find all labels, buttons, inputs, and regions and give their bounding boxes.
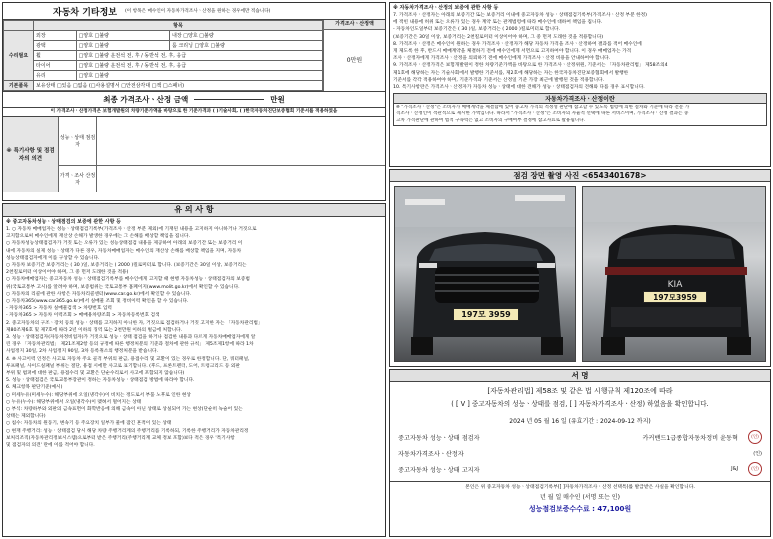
notice-line: 4. ※ 사고이력 인정은 사고로 자동차 주요 골격 부위의 판금, 용접수리 및 교환이 있는 경우로 한정합니다. 단, 쿼터패널,: [6, 356, 250, 362]
rear-photo[interactable]: [582, 186, 766, 362]
notice-section-head: ※ 중고자동차성능ㆍ상태점검의 보증에 관한 사항 등: [6, 219, 121, 225]
notice-lines: [3, 226, 385, 449]
notice-line: 2천킬로미터 이상이어야 하며, 그 중 먼저 도래한 것을 적용): [6, 270, 129, 276]
rear-plate: 197모3959: [643, 291, 707, 303]
notice-line: 린 경우 「자동차관리법」 제21조제2항 등의 규정에 따른 행정처분의 기준과 절차에 관한 규칙」 제5조제1항에 따라 1차: [6, 342, 254, 348]
item-glass-opt[interactable]: □양호 □불량: [76, 71, 322, 81]
price-line: 7. 가격조사ㆍ산정자는 아래의 보증기간 또는 보증거리 이내에 중고자동차 성능ㆍ상태점검기록부(가격조사ㆍ산정 부분 한정): [393, 13, 647, 18]
final-price-label: 최종 가격조사ㆍ산정 금액: [103, 95, 189, 104]
table-header: 항목: [34, 21, 323, 31]
sig-label: 자동차가격조사ㆍ산정자: [398, 450, 464, 458]
notice-line: ○ 자동차 보증기간 보증거리는 ( 30 )일, 보증거리는 ( 2000 )킬로미터로 합니다. (보증기간은 30일 이상, 보증거리는: [6, 263, 247, 269]
date-line: 2024 년 05 월 16 일 (유효기간 : 2024-09-12 까지): [509, 418, 651, 425]
item-exterior: 외장: [34, 31, 77, 41]
notice-line: 6. 체크항목 판단기준(예시): [6, 385, 63, 391]
photo-title: 점검 장면 촬영 사진 <6543401678>: [390, 170, 770, 182]
price-section-head: ※ 자동차가격조사ㆍ산정의 보증에 관한 사항 등: [393, 5, 499, 11]
notice-line: ○ 부식: 차량하부와 외판의 금속표면이 화학반응에 의해 금속이 아닌 상태로 상실되어 가는 현상(단순히 녹슬어 있는: [6, 407, 243, 413]
standard-note: 이 가격조사ㆍ산정가격은 보험개발원의 차량기준가액을 바탕으로 한 기준가격과 ( )기술사회, ( )한국자동차진단보증협회 기준서를 적용하였음: [3, 107, 385, 116]
stamp-icon: (인): [748, 462, 762, 476]
notice-line: - 자동차365 > 자동차 실매물검색 > 차량번호 입력: [6, 306, 112, 312]
notice-line: ○ 자동차성능상태점검자가 거짓 또는 오류가 있는 성능상태점검 내용을 제공하여 아래의 보증기간 또는 보증거리 이: [6, 241, 243, 247]
item-tire: 타이어: [34, 61, 77, 71]
opinion-title: 자동차가격조사ㆍ산정이란: [394, 94, 766, 104]
opinion-line: ※ "가격조사ㆍ산정"은 소비자가 매매계약을 체결함에 있어 중고차 가격의 적정성 판단에 참고할 수 있도록 법령에 의한 절차와 기준에 따라 전문 가: [396, 105, 690, 111]
notice-title: 유 의 사 항: [3, 204, 385, 217]
front-plate: 197모 3959: [453, 308, 519, 321]
price-line: - 자동차인도일부터 보증기간은 ( 30 )일, 보증거리는 ( 2000 )킬로미터로 합니다.: [393, 27, 561, 33]
performance-opinion[interactable]: [97, 117, 385, 165]
signature-panel: [389, 369, 771, 537]
price-value: 0만원: [346, 57, 363, 64]
sig-name: J&J: [731, 466, 738, 472]
price-line: (보증기간은 30일 이상, 보증거리는 2천킬로미터 이상이어야 하며, 그 중 먼저 도래한 것을 적용합니다): [393, 34, 604, 40]
price-header: 가격조사ㆍ산정액: [324, 20, 385, 30]
car-extra-info-panel: [2, 2, 386, 201]
price-line: 10. 특기사항란은 가격조사ㆍ산정자가 자동차 성능ㆍ상태에 대한 견해가 성능ㆍ상태점검자의 견해와 다를 경우 표시합니다.: [393, 85, 645, 91]
price-line: 기준서를 각각 적용하여야 하며, 기준가격과 기준서는 산정일 기준 가장 최근에 발행된 것을 적용합니다.: [393, 77, 605, 83]
opinion-lines: [394, 104, 766, 125]
notice-line: 루프패널, 사이드실패널 부위는 절단, 용접 시에만 사고로 표기합니다. (후드, 프론트펜더, 도어, 트렁크리드 등 외판: [6, 363, 240, 369]
price-surveyor-opinion[interactable]: [97, 166, 385, 192]
extra-info-title: 자동차 기타정보: [53, 8, 117, 18]
item-exterior-opt[interactable]: □양호 □불량: [76, 31, 169, 41]
notice-line: 부위 및 범퍼에 대한 판금, 용접수리 및 교환은 단순수리로서 사고에 포함되지 않습니다): [6, 371, 185, 377]
notice-line: 제80조제6호 및 제7호에 따라 2년 이하의 징역 또는 2천만원 이하의 벌금에 처합니다.: [6, 327, 183, 333]
item-wheel-opt[interactable]: □양호 □불량 운전석 전, 후 / 동반석 전, 후, 응급: [76, 51, 322, 61]
price-line: 조사ㆍ산정자에게 가격조사ㆍ산정을 의뢰하기 전에 매수인에게 가격조사ㆍ산정 비용을 안내하여야 합니다.: [393, 56, 611, 62]
price-line: 9. 가격조사ㆍ산정가격은 보험개발원이 정한 차량기준가액을 바탕으로 한 가격조사ㆍ산정위원, 기준서는 「자동차관리법」 제58조의4: [393, 63, 668, 69]
price-line: 제1호에 해당하는 자는 기술사회에서 발행한 기준서를, 제2호에 해당하는 자는 한국자동차진단보증협회에서 발행한: [393, 70, 629, 76]
final-price-unit: 만원: [270, 95, 285, 104]
receipt-line: 본인은 위 중고자동차 성능ㆍ상태점검기록부([ ]자동차가격조사ㆍ산정 선택특)를 발급받은 사실을 확인합니다.: [390, 481, 770, 490]
buyer-line[interactable]: 년 월 일 매수인 (서명 또는 인): [540, 494, 620, 501]
notice-line: 상태는 제외합니다): [6, 414, 46, 420]
photo-panel: [389, 169, 771, 367]
item-glass: 유리: [34, 71, 77, 81]
notice-line: 및 점검자의 의견' 란에 이를 적어야 합니다.: [6, 443, 95, 449]
item-room-cleaning: 룸 크리닝 □양호 □불량: [170, 41, 323, 51]
notice-line: 고지함으로써 매수인에게 재산상 손해가 발생한 경우에는 그 손해를 배상할 책임을 집니다.: [6, 234, 190, 240]
sig-label: 중고자동차 성능ㆍ상태 점검자: [398, 434, 480, 442]
extra-info-note: (이 항목은 매수인이 자동차가격조사ㆍ산정을 원하는 경우에만 적습니다): [125, 8, 271, 14]
notice-line: 3. 성능ㆍ상태점검자(자동차정비업자)가 거짓으로 성능ㆍ상태 점검을 하거나 점검한 내용과 다르게 자동차매매업자에게 알: [6, 335, 256, 341]
law-line-1: [자동차관리법] 제58조 및 같은 법 시행규칙 제120조에 따라: [487, 387, 673, 395]
notice-line: 위(국토교통부 고시)를 알려야 하며, 보증범위는 국토교통부 홈페이지(www.molit.go.kr)에서 확인할 수 있습니다.: [6, 284, 240, 290]
notice-line: ○ 자동차매매업자는 중고자동차 성능ㆍ상태점검기록부를 매수인에게 고지할 때 현행 자동차성능ㆍ상태점검자의 보증범: [6, 277, 250, 283]
sig-name: 카커밴드1급종합자동차정비 윤동혁: [642, 434, 738, 442]
item-interior: 내장 □양호 □불량: [170, 31, 323, 41]
front-car-image: [395, 187, 576, 362]
price-lines: [390, 12, 770, 91]
notice-line: ○ 자동차365(www.car365.go.kr)에서 실매물 조회 및 정비이력 확인을 할 수 있습니다.: [6, 299, 189, 305]
notice-panel: [2, 203, 386, 537]
price-guarantee-panel: [389, 2, 771, 167]
opinion-line: 격조사ㆍ산정인이 객관적으로 제시한 가액입니다. 따라서 "가격조사ㆍ산정"은 소비자의 자율적 선택에 따른 서비스이며, 가격조사ㆍ산정 결과는 중: [396, 111, 689, 117]
price-line: 8. 가격조사ㆍ산정은 매수인이 원하는 경우 가격조사ㆍ산정자가 해당 자동차 가격을 조사ㆍ산정하여 결과를 적어 매수인에: [393, 41, 642, 47]
notice-line: 2. 중고자동차의 구조ㆍ장치 등의 성능ㆍ상태를 고지하지 아니한 자, 거짓으로 점검하거나 거짓 고지한 자는 「자동차관리법」: [6, 320, 263, 326]
notice-line: ○ 미세누유(미세누수): 해당부위에 오일(냉각수)이 비치는 정도로서 부품 노후로 인한 현상: [6, 392, 191, 398]
basic-items[interactable]: 보유상태 □있음 □없음 (□사용설명서 □안전삼각대 □잭 □스패너): [34, 81, 323, 91]
notice-line: ○ 자동차의 리콜에 관한 사항은 자동차리콜센터(www.car.go.kr)에서 확인할 수 있습니다.: [6, 291, 192, 297]
law-line-2: ( [ V ] 중고자동차의 성능ㆍ상태를 점검, [ ] 자동차가격조사ㆍ산정) 하였음을 확인합니다.: [451, 400, 709, 408]
rear-car-image: [583, 187, 766, 362]
notice-line: 1. ○ 자동차 매매업자는 성능ㆍ상태점검기록부(가격조사ㆍ산정 부분 제외)에 기재된 내용을 고지하지 아니하거나 거짓으로: [6, 227, 257, 232]
col-label-empty: [4, 21, 34, 31]
row-label-basic: 기본품목: [4, 81, 34, 91]
notice-line: ○ 침수: 자동차의 원동기, 변속기 등 주요장치 일부가 물에 잠긴 흔적이 있는 상태: [6, 421, 172, 427]
price-surveyor-label: 가격ㆍ조사 산정자: [59, 166, 97, 192]
sig-label: 중고자동차 성능ㆍ상태 고지자: [398, 466, 480, 474]
opinion-line: 고차 가격판단에 관하여 법적 구속력은 없고 소비자의 구매여부 결정에 참고자료로 활용됩니다.: [396, 117, 586, 123]
fee-line: 성능점검보증수수료 : 47,100원: [528, 505, 632, 513]
sign-title: 서 명: [390, 370, 770, 382]
special-label: ※ 특기사항 및 점검자의 의견: [3, 117, 59, 192]
notice-line: - 자동차365 > 자동차 이력조회 > 매매용차량조회 > 자동차등록번호 검색: [6, 313, 160, 319]
sig-row-surveyor[interactable]: [390, 445, 770, 461]
stamp-icon: (인): [748, 430, 762, 444]
notice-line: 성능상태점검자에게 이를 구상할 수 있습니다.: [6, 255, 100, 261]
stamp-mark: (인): [753, 450, 762, 457]
price-line: 에 적힌 내용에 허위 또는 오류가 있는 경우 계약 또는 관계법령에 따라 매수인에 대하여 책임을 집니다.: [393, 20, 603, 26]
item-wheel: 휠: [34, 51, 77, 61]
brand-logo: KIA: [667, 280, 683, 290]
notice-line: 5. 성능ㆍ상태점검은 국토교통부장관이 정하는 자동차성능ㆍ상태점검 방법에 따라야 합니다.: [6, 378, 195, 384]
item-gloss: 광택: [34, 41, 77, 51]
sig-row-inspector[interactable]: [390, 429, 770, 445]
notice-line: 내에 자동차의 실제 성능ㆍ상태가 다른 경우, 자동차매매업자는 매수인의 재산상 손해를 배상할 책임을 지며, 자동차: [6, 248, 242, 254]
notice-line: ○ 누유(누수): 해당부위에서 오일(냉각수)이 맺혀서 떨어지는 상태: [6, 399, 142, 405]
sig-row-notifier[interactable]: [390, 461, 770, 477]
front-photo[interactable]: [394, 186, 576, 362]
notice-line: 사업정지 30일, 2차 사업정지 90일, 3차 등록취소의 행정처분을 받습니다.: [6, 349, 159, 355]
notice-line: ○ 현재 주행거리: 성능ㆍ상태점검 당시 해당 차량 주행거리계의 주행거리를 기록하되, 기록한 주행거리가 자동차관리정: [6, 428, 249, 434]
item-tire-opt[interactable]: □양호 □불량 운전석 전, 후 / 동반석 전, 후, 응급: [76, 61, 322, 71]
item-gloss-opt[interactable]: □양호 □불량: [76, 41, 169, 51]
row-label-repair: 수리필요: [4, 31, 34, 81]
price-line: 게 제도록 한 후, 반드시 매매계약을 체결하기 전에 매수인에게 서면으로 고지하여야 합니다. 이 경우 매매업자는 가격: [393, 49, 632, 55]
notice-line: 보처리조직(자동차관리정보시스템)으로부터 받은 주행거리(주행거리계 교체 정보 포함)보다 적은 경우 '특기사항: [6, 435, 235, 441]
final-price-field[interactable]: [194, 99, 264, 100]
performance-label: 성능ㆍ상태 점검자: [59, 117, 97, 165]
